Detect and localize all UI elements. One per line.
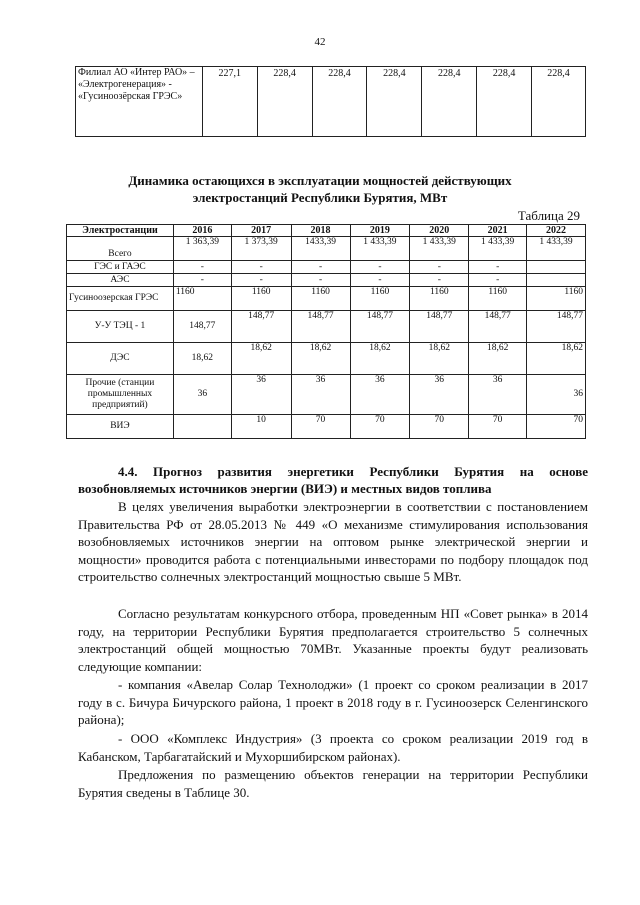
table-row [67,415,586,439]
station-name-cell: Филиал АО «Интер РАО» – «Электрогенерация» - «Гусиноозёрская ГРЭС» [76,67,203,137]
value-cell: 148,77 [173,311,231,343]
value-cell: - [173,274,231,287]
value-cell: 1160 [410,287,469,311]
value-cell: - [350,261,410,274]
value-cell: 148,77 [291,311,350,343]
value-cell: - [173,261,231,274]
paragraph: - ООО «Комплекс Индустрия» (3 проекта со сроком реализации 2019 год в Кабанском, Тарбагатайский и Мухоршибирском районах). [78,731,588,764]
value-cell [173,415,231,439]
table-header-row [67,225,586,237]
value-cell: 1160 [173,287,231,311]
value-cell: 36 [231,375,291,415]
value-cell: 1 363,39 [173,237,231,261]
row-label: ДЭС [67,343,174,375]
value-cell: 1 433,39 [469,237,527,261]
value-cell: 228,4 [477,67,532,137]
value-cell: 18,62 [291,343,350,375]
value-cell: 70 [410,415,469,439]
capacity-table [66,224,586,439]
value-cell: 36 [291,375,350,415]
row-label: Прочие (станции промышленных предприятий) [67,375,174,415]
value-cell: 228,4 [532,67,586,137]
value-cell: - [231,274,291,287]
row-label: АЭС [67,274,174,287]
table-caption: Таблица 29 [517,208,580,223]
value-cell: 18,62 [350,343,410,375]
value-cell: 36 [469,375,527,415]
value-cell: - [291,274,350,287]
value-cell: 227,1 [202,67,257,137]
value-cell: 1160 [231,287,291,311]
value-cell: 1 433,39 [410,237,469,261]
value-cell: 148,77 [350,311,410,343]
table-row [67,287,586,311]
paragraph: - компания «Авелар Солар Технолоджи» (1 проект со сроком реализации в 2017 году в с. Бичура Бичурского района, 1 проект в 2018 году в г. Гусиноозерск Селенгинского района); [78,677,588,727]
section-heading: 4.4. Прогноз развития энергетики Республики Бурятия на основе возобновляемых источников энергии (ВИЭ) и местных видов топлива [78,464,588,496]
row-label: ВИЭ [67,415,174,439]
paragraph: В целях увеличения выработки электроэнергии в соответствии с постановлением Правительства РФ от 28.05.2013 № 449 «О механизме стимулирования использования возобновляемых источников энергии на оптовом рынке электрической энергии и мощности» проводится работа с потенциальными инвесторами по подбору площадок под строительство солнечных электростанций мощностью свыше 5 МВт. [78,499,588,584]
section-title-line: электростанций Республики Бурятия, МВт [192,190,448,205]
value-cell: 18,62 [410,343,469,375]
page-number: 42 [314,36,326,48]
section-title [60,172,580,206]
row-label: ГЭС и ГАЭС [67,261,174,274]
column-header: 2018 [291,225,350,237]
table-row [67,311,586,343]
value-cell: 18,62 [231,343,291,375]
previous-table-fragment [75,66,586,137]
value-cell: - [469,261,527,274]
row-label: У-У ТЭЦ - 1 [67,311,174,343]
value-cell: 70 [469,415,527,439]
value-cell [527,261,586,274]
table-row [76,67,586,137]
value-cell: 1 373,39 [231,237,291,261]
value-cell: 1 433,39 [350,237,410,261]
table-row [67,237,586,261]
value-cell: 36 [350,375,410,415]
row-label: Гусиноозерская ГРЭС [67,287,174,311]
table-row [67,375,586,415]
value-cell: 18,62 [527,343,586,375]
value-cell: - [469,274,527,287]
value-cell: 36 [410,375,469,415]
value-cell: 1160 [527,287,586,311]
row-label: Всего [67,237,174,261]
column-header: 2019 [350,225,410,237]
value-cell: 18,62 [173,343,231,375]
value-cell: 148,77 [527,311,586,343]
value-cell: 1 433,39 [527,237,586,261]
value-cell: 1160 [291,287,350,311]
table-row [67,274,586,287]
value-cell: 36 [527,375,586,415]
value-cell: - [410,261,469,274]
value-cell: 10 [231,415,291,439]
value-cell: 18,62 [469,343,527,375]
value-cell: 1160 [469,287,527,311]
value-cell: - [350,274,410,287]
paragraph: Предложения по размещению объектов генерации на территории Республики Бурятия сведены в Таблице 30. [78,767,588,800]
value-cell: - [231,261,291,274]
value-cell: 1433,39 [291,237,350,261]
value-cell: 228,4 [312,67,367,137]
paragraph: Согласно результатам конкурсного отбора, проведенным НП «Совет рынка» в 2014 году, на территории Республики Бурятия предполагается строительство 5 солнечных электростанций общей мощностью 70МВт. Указанные проекты будут реализовать следующие компании: [78,606,588,674]
column-header: 2020 [410,225,469,237]
column-header: 2021 [469,225,527,237]
value-cell: 148,77 [410,311,469,343]
column-header: 2022 [527,225,586,237]
column-header: 2017 [231,225,291,237]
value-cell: 70 [350,415,410,439]
table-row [67,261,586,274]
value-cell: 36 [173,375,231,415]
section-title-line: Динамика остающихся в эксплуатации мощностей действующих [128,173,512,188]
value-cell: 148,77 [231,311,291,343]
value-cell: 228,4 [422,67,477,137]
value-cell: - [410,274,469,287]
column-header: 2016 [173,225,231,237]
value-cell: - [291,261,350,274]
value-cell: 228,4 [367,67,422,137]
value-cell: 148,77 [469,311,527,343]
column-header: Электростанции [67,225,174,237]
value-cell: 70 [291,415,350,439]
table-row [67,343,586,375]
value-cell: 228,4 [257,67,312,137]
value-cell: 70 [527,415,586,439]
value-cell: 1160 [350,287,410,311]
value-cell [527,274,586,287]
